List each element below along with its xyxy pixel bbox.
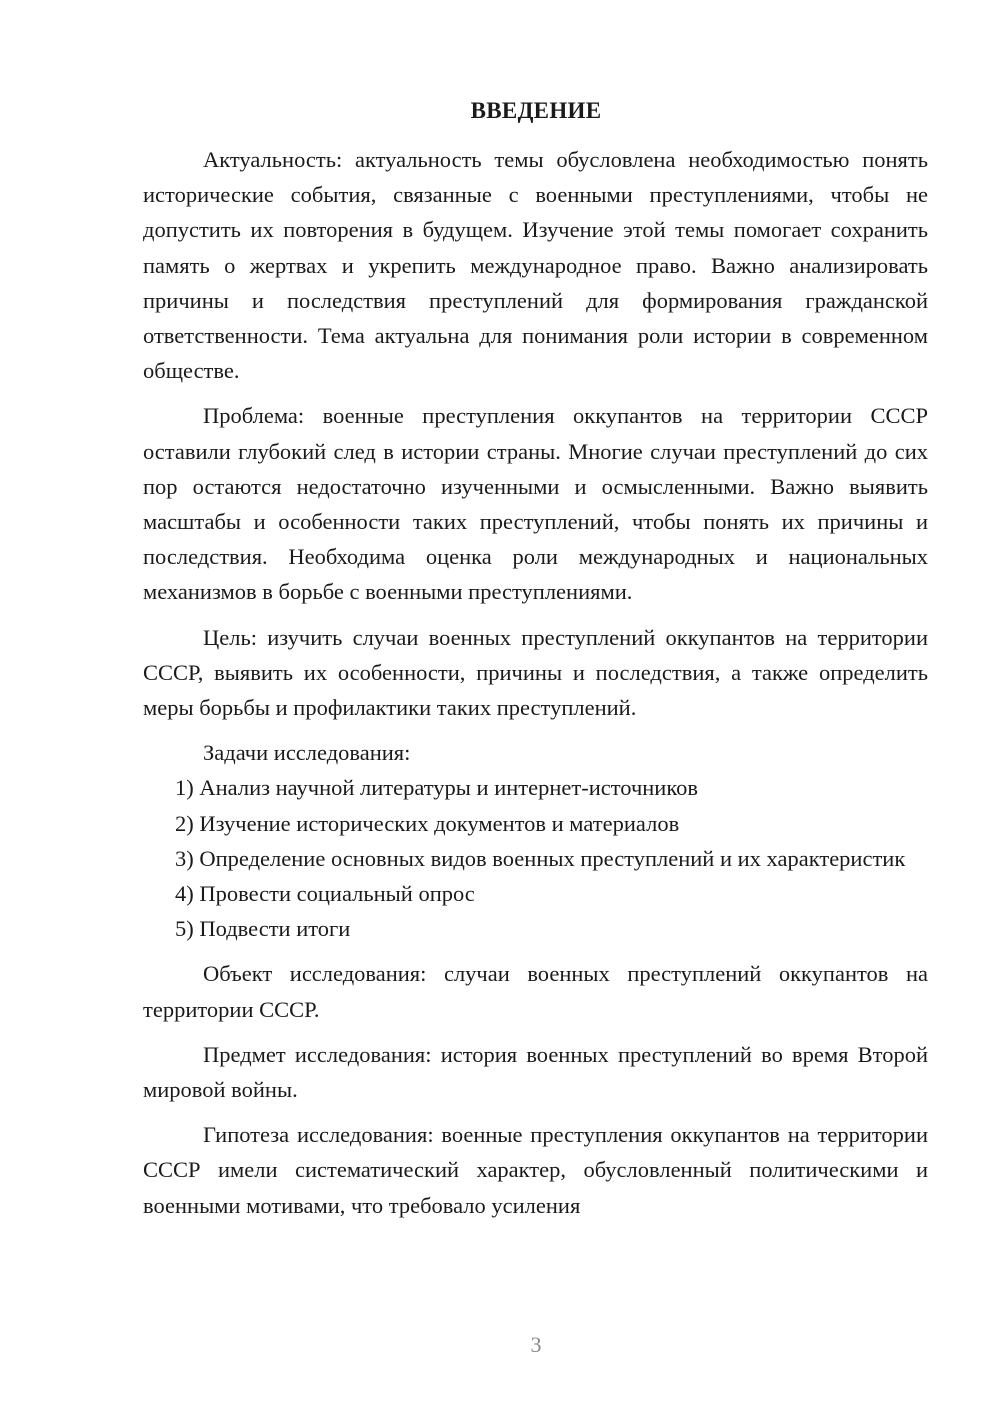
- task-item-3: 3) Определение основных видов военных преступлений и их характеристик: [175, 845, 906, 871]
- tasks-title: Задачи исследования:: [203, 740, 411, 766]
- task-item-1: 1) Анализ научной литературы и интернет-источников: [175, 775, 699, 801]
- section-heading: ВВЕДЕНИЕ: [470, 98, 602, 123]
- task-item-5: 5) Подвести итоги: [175, 916, 351, 942]
- relevance-paragraph: Актуальность: актуальность темы обусловлена необходимостью понять исторические события, связанные с военными преступлениями, чтобы не допустить их повторения в будущем. Изучение этой темы помогает сохранить память о жертвах и укрепить международное право. Важно анализировать причины и последствия преступлений для формирования гражданской ответственности. Тема актуальна для понимания роли истории в современном обществе.: [143, 147, 928, 384]
- page-body: [143, 142, 928, 1223]
- hypothesis-paragraph: Гипотеза исследования: военные преступления оккупантов на территории СССР имели систематический характер, обусловленный политическими и военными мотивами, что требовало усиления: [143, 1122, 928, 1218]
- task-item-2: 2) Изучение исторических документов и материалов: [175, 810, 680, 836]
- goal-paragraph: Цель: изучить случаи военных преступлений оккупантов на территории СССР, выявить их особенности, причины и последствия, а также определить меры борьбы и профилактики таких преступлений.: [143, 624, 928, 721]
- object-paragraph: Объект исследования: случаи военных преступлений оккупантов на территории СССР.: [143, 961, 928, 1022]
- page-number: 3: [530, 1332, 542, 1357]
- problem-paragraph: Проблема: военные преступления оккупантов на территории СССР оставили глубокий след в истории страны. Многие случаи преступлений до сих пор остаются недостаточно изученными и осмысленными. Важно выявить масштабы и особенности таких преступлений, чтобы понять их причины и последствия. Необходима оценка роли международных и национальных механизмов в борьбе с военными преступлениями.: [143, 403, 928, 605]
- subject-paragraph: Предмет исследования: история военных преступлений во время Второй мировой войны.: [143, 1041, 928, 1103]
- task-item-4: 4) Провести социальный опрос: [175, 881, 475, 907]
